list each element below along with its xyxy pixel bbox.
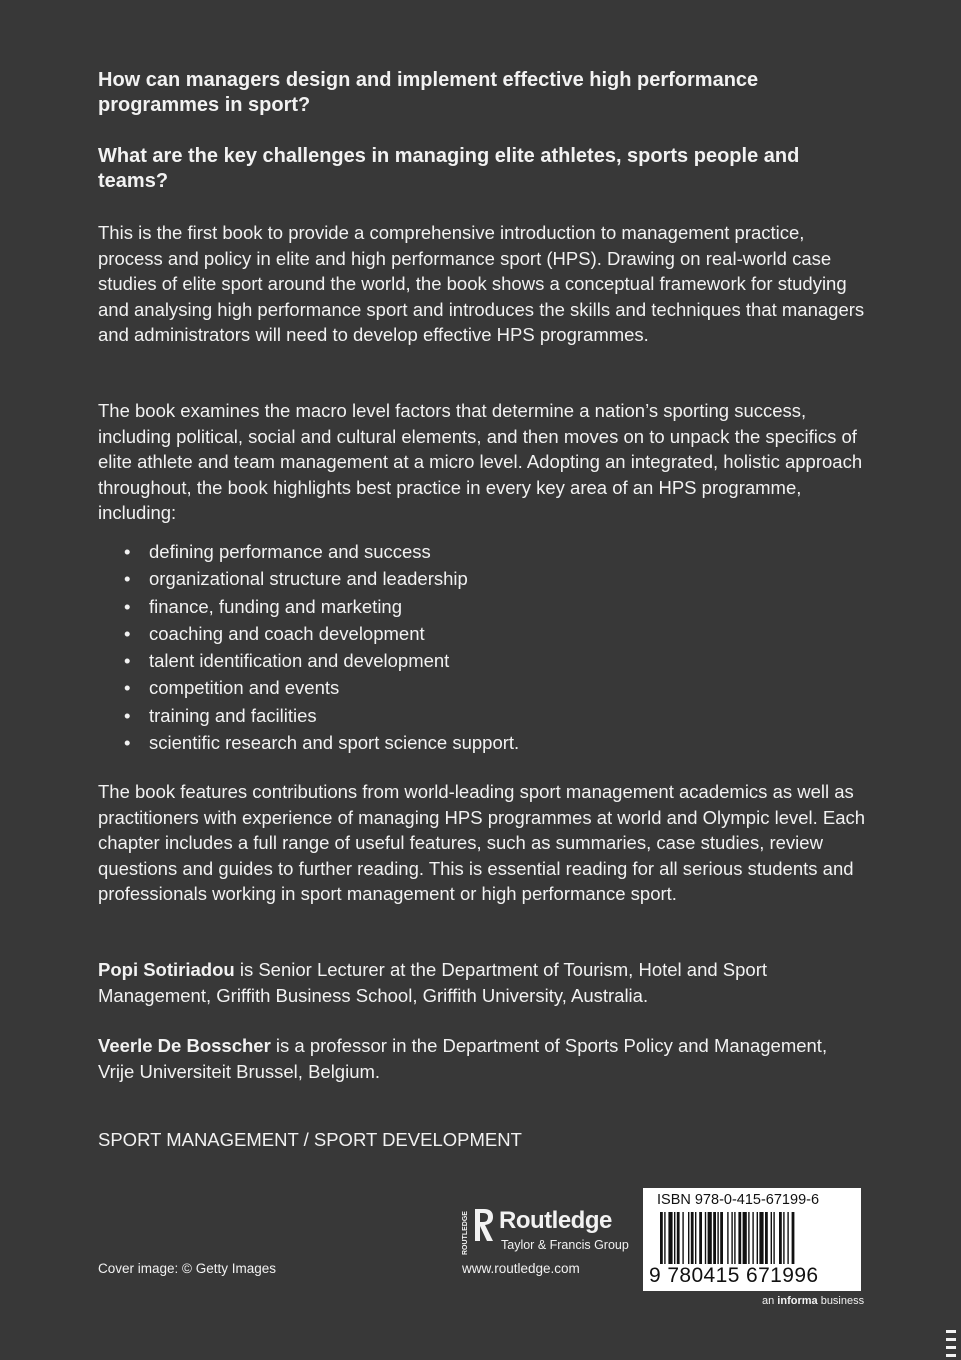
subject-category: SPORT MANAGEMENT / SPORT DEVELOPMENT xyxy=(98,1129,522,1150)
publisher-url[interactable]: www.routledge.com xyxy=(462,1261,580,1276)
list-item: • coaching and coach development xyxy=(98,620,519,647)
list-item: • finance, funding and marketing xyxy=(98,593,519,620)
list-item: • organizational structure and leadership xyxy=(98,565,519,592)
author-bio-2 xyxy=(98,1033,868,1084)
publisher-vertical-mark: ROUTLEDGE xyxy=(462,1211,469,1255)
informa-prefix: an xyxy=(762,1295,778,1307)
isbn-label: ISBN 978-0-415-67199-6 xyxy=(657,1192,820,1208)
author-name: Veerle De Bosscher xyxy=(98,1035,271,1056)
author-bio-text: is a professor in the Department of Sports Policy and Management, Vrije Universiteit Brussel, Belgium. xyxy=(98,1035,828,1082)
cover-credit: Cover image: © Getty Images xyxy=(98,1261,277,1276)
isbn-barcode xyxy=(643,1188,861,1291)
list-item: • talent identification and development xyxy=(98,647,519,674)
list-item: • scientific research and sport science support. xyxy=(98,729,519,756)
list-item: • defining performance and success xyxy=(98,538,519,565)
informa-suffix: business xyxy=(817,1295,865,1307)
informa-business-mark xyxy=(762,1294,864,1308)
author-bio-1 xyxy=(98,957,868,1008)
publisher-logo xyxy=(462,1206,642,1256)
topics-list xyxy=(98,538,519,756)
informa-brand: informa xyxy=(777,1295,818,1307)
edge-marks-icon xyxy=(944,1326,961,1360)
publisher-group: Taylor & Francis Group xyxy=(501,1238,629,1252)
paragraph-features: The book features contributions from world-leading sport management academics as well as practitioners with experience of managing HPS programmes at world and Olympic level. Each chapter includes a full range of useful features, such as summaries, case studies, review questions and guides to further reading. This is essential reading for all serious students and professionals working in sport management or high performance sport. xyxy=(98,781,866,904)
publisher-name: Routledge xyxy=(499,1207,612,1234)
list-item: • competition and events xyxy=(98,674,519,701)
routledge-r-icon xyxy=(473,1207,495,1243)
author-name: Popi Sotiriadou xyxy=(98,959,235,980)
question-1: How can managers design and implement effective high performance programmes in sport? xyxy=(98,69,759,116)
question-2: What are the key challenges in managing elite athletes, sports people and teams? xyxy=(98,145,800,192)
list-item: • training and facilities xyxy=(98,702,519,729)
barcode-digits: 9 780415 671996 xyxy=(649,1264,819,1287)
paragraph-macro: The book examines the macro level factors that determine a nation’s sporting success, including political, social and cultural elements, and then moves on to unpack the specifics of elite athlete and team management at a micro level. Adopting an integrated, holistic approach throughout, the book highlights best practice in every key area of an HPS programme, including: xyxy=(98,400,863,523)
paragraph-intro: This is the first book to provide a comprehensive introduction to management practice, process and policy in elite and high performance sport (HPS). Drawing on real-world case studies of elite sport around the world, the book shows a conceptual framework for studying and analysing high performance sport and introduces the skills and techniques that managers and administrators will need to develop effective HPS programmes. xyxy=(98,222,865,345)
author-bio-text: is Senior Lecturer at the Department of Tourism, Hotel and Sport Management, Griffith Business School, Griffith University, Australia. xyxy=(98,959,768,1006)
